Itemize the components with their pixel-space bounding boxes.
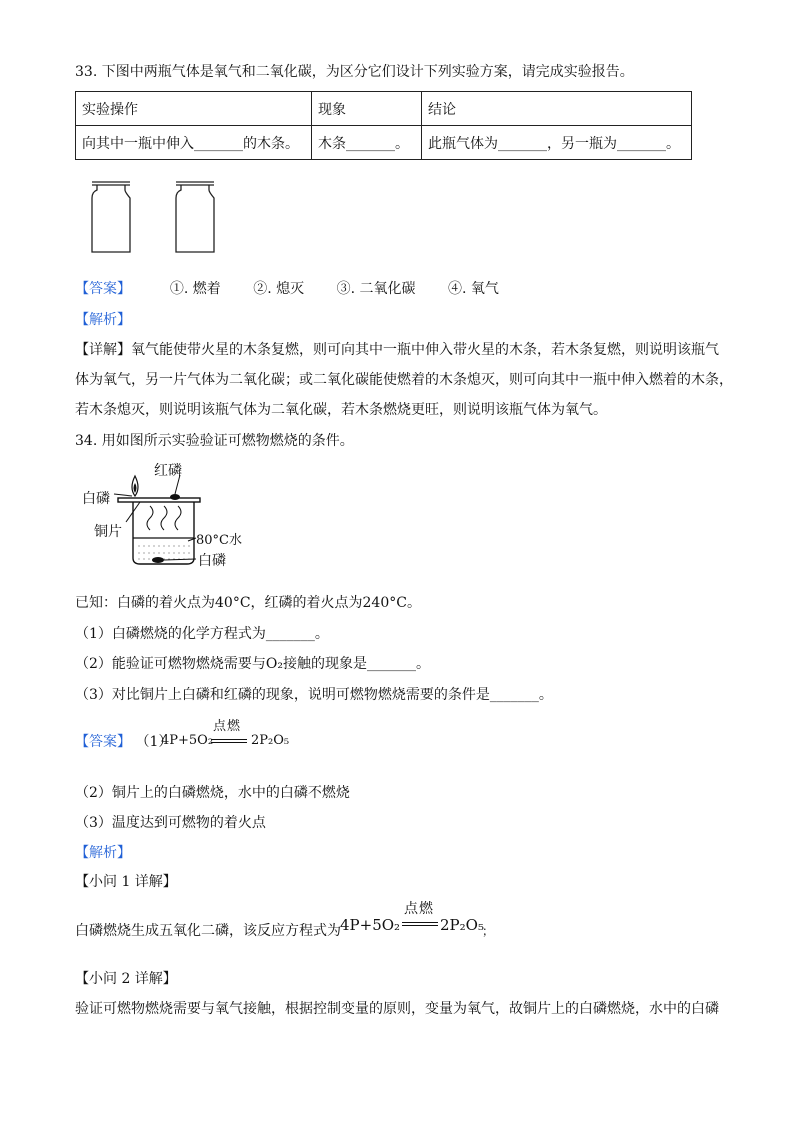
equation-condition: 点燃	[213, 719, 242, 734]
q34-answer-line	[75, 732, 172, 752]
q34-question-3: （3）对比铜片上白磷和红磷的现象，说明可燃物燃烧需要的条件是_______。	[75, 687, 553, 703]
answer-item: ②. 熄灭	[253, 281, 305, 297]
answer-label: 【答案】	[75, 281, 131, 297]
q34-question-2: （2）能验证可燃物燃烧需要与O₂接触的现象是_______。	[75, 656, 430, 672]
answer-label: 【答案】	[75, 734, 131, 750]
q34-answer-2: （2）铜片上的白磷燃烧，水中的白磷不燃烧	[75, 785, 350, 801]
combustion-apparatus-figure	[80, 458, 260, 573]
q33-detail-line: 【详解】氧气能使带火星的木条复燃，则可向其中一瓶中伸入带火星的木条，若木条复燃，则说明该瓶气	[75, 342, 719, 358]
table-cell: 木条_______。	[312, 126, 422, 160]
sub-question-1-label: 【小问 1 详解】	[75, 874, 177, 890]
sub-question-2-text: 验证可燃物燃烧需要与氧气接触，根据控制变量的原则，变量为氧气，故铜片上的白磷燃烧，水中的白磷	[75, 1001, 719, 1017]
answer-item: ①. 燃着	[169, 281, 221, 297]
q33-detail-line: 体为氧气，另一片气体为二氧化碳；或二氧化碳能使燃着的木条熄灭，则可向其中一瓶中伸入燃着的木条，	[75, 372, 733, 388]
q34-known: 已知：白磷的着火点为40°C，红磷的着火点为240°C。	[75, 595, 421, 611]
analysis-label: 【解析】	[75, 845, 131, 861]
table-row	[76, 126, 692, 160]
chemical-equation-answer	[161, 715, 321, 755]
equation-rhs: 2P₂O₅	[440, 916, 484, 934]
answer-item: ③. 二氧化碳	[336, 281, 416, 297]
sub-question-1-text	[75, 921, 341, 941]
answer-1-prefix: （1）	[135, 734, 173, 750]
table-header-cell: 实验操作	[76, 92, 312, 126]
label-copper-plate: 铜片	[94, 524, 122, 540]
q33-detail-line: 若木条熄灭，则说明该瓶气体为二氧化碳，若木条燃烧更旺，则说明该瓶气体为氧气。	[75, 402, 607, 418]
label-white-phosphorus-bottom: 白磷	[198, 553, 226, 569]
label-white-phosphorus-top: 白磷	[82, 491, 110, 507]
equation-lhs: 4P+5O₂	[161, 733, 214, 748]
chemical-equation-detail	[340, 898, 500, 942]
label-hot-water: 80°C水	[196, 533, 242, 548]
gas-bottle-right	[176, 182, 214, 252]
q33-report-table	[75, 91, 692, 160]
q33-answer-line	[75, 279, 527, 299]
gas-bottles-figure	[88, 178, 228, 258]
equation-lhs: 4P+5O₂	[340, 916, 401, 934]
equation-rhs: 2P₂O₅	[251, 733, 290, 748]
q33-stem: 33. 下图中两瓶气体是氧气和二氧化碳，为区分它们设计下列实验方案，请完成实验报告。	[75, 64, 634, 80]
analysis-label: 【解析】	[75, 312, 131, 328]
answer-item: ④. 氧气	[447, 281, 499, 297]
q34-answer-3: （3）温度达到可燃物的着火点	[75, 815, 266, 831]
table-cell: 此瓶气体为_______，另一瓶为_______。	[422, 126, 692, 160]
gas-bottle-left	[92, 182, 130, 252]
table-header-cell: 现象	[312, 92, 422, 126]
label-red-phosphorus: 红磷	[154, 463, 182, 479]
table-header-cell: 结论	[422, 92, 692, 126]
table-header-row	[76, 92, 692, 126]
sub-question-1-sentence: 白磷燃烧生成五氧化二磷，该反应方程式为	[75, 923, 341, 939]
table-cell: 向其中一瓶中伸入_______的木条。	[76, 126, 312, 160]
q34-stem: 34. 用如图所示实验验证可燃物燃烧的条件。	[75, 433, 354, 449]
q34-question-1: （1）白磷燃烧的化学方程式为_______。	[75, 626, 329, 642]
equation-condition: 点燃	[404, 901, 434, 917]
equation-tail: ；	[482, 924, 495, 938]
sub-question-2-label: 【小问 2 详解】	[75, 971, 177, 987]
